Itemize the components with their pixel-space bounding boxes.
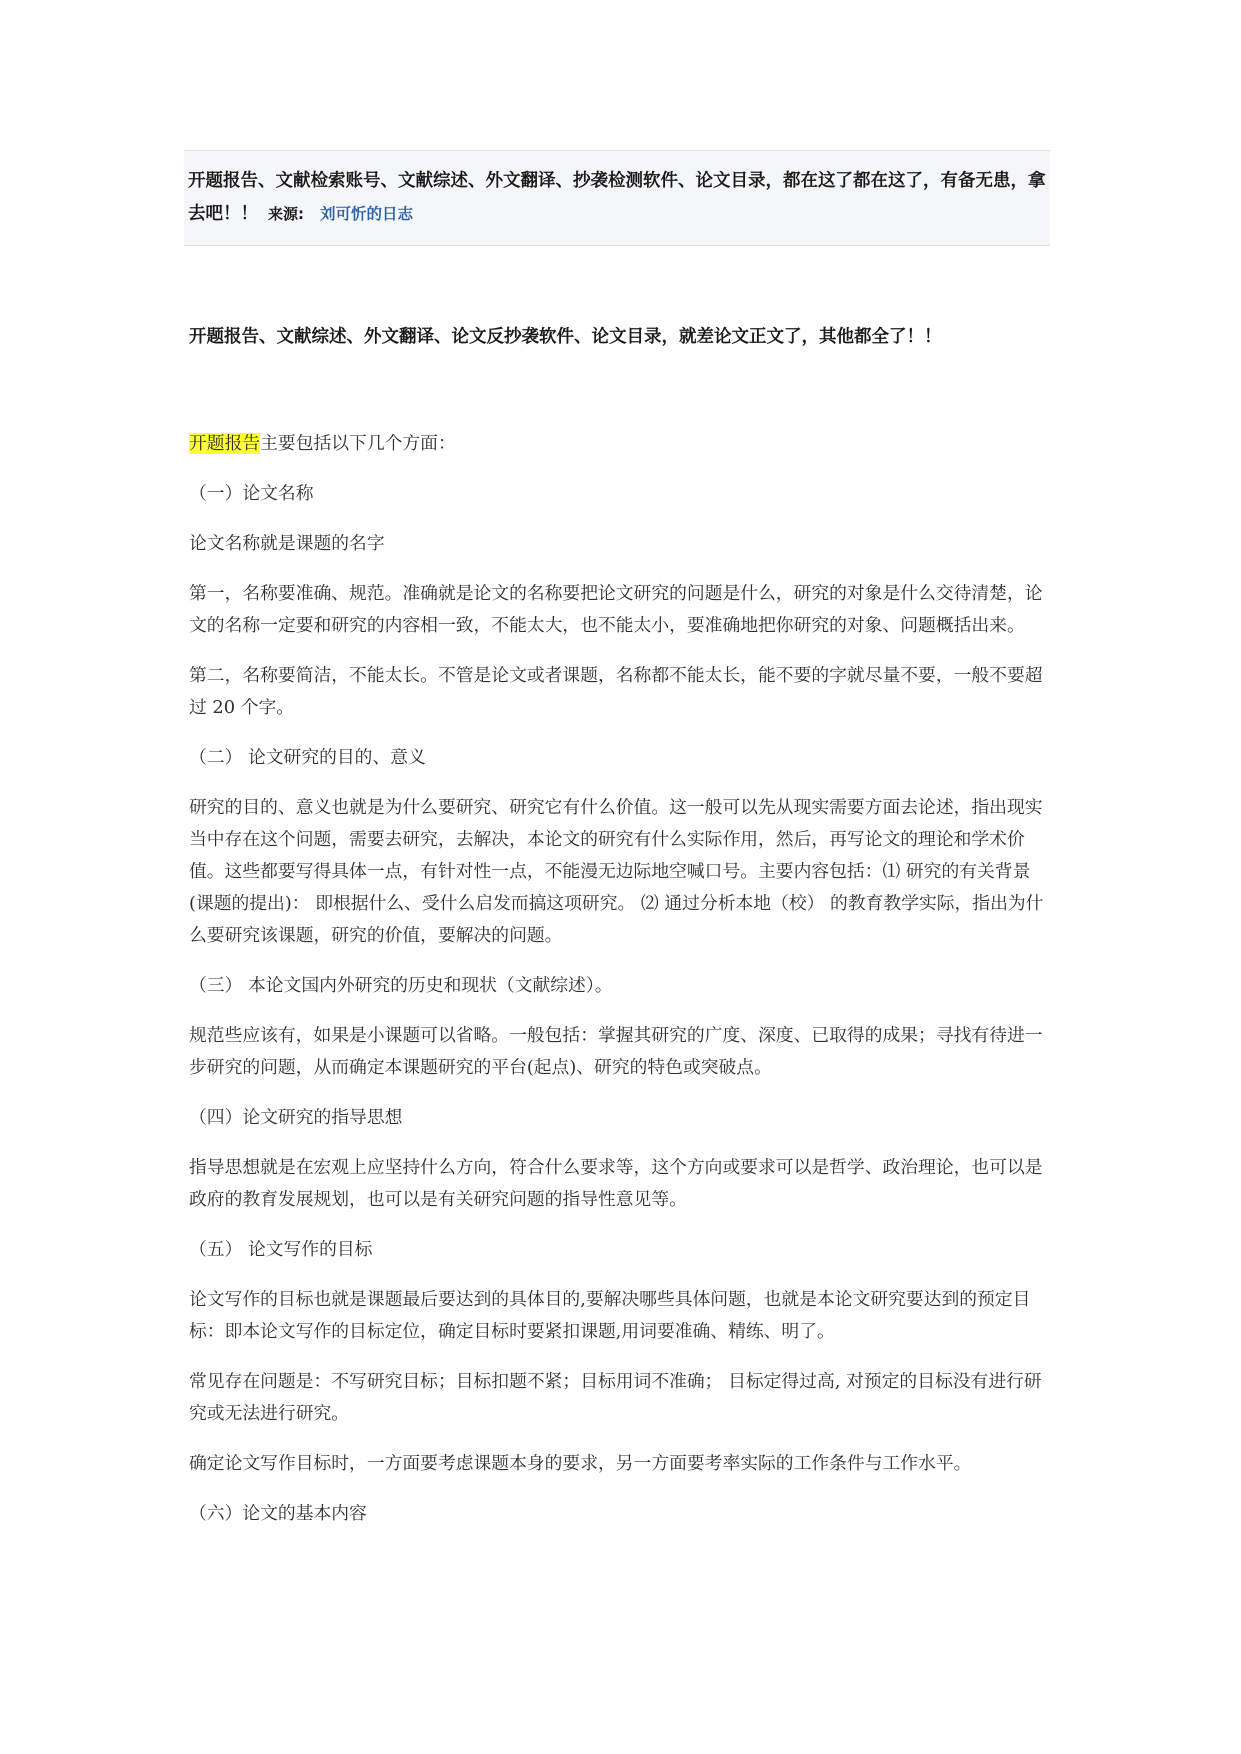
- blog-post-header: [184, 150, 1050, 246]
- section-heading: （五） 论文写作的目标: [189, 1239, 373, 1260]
- paragraph: 研究的目的、意义也就是为什么要研究、研究它有什么价值。这一般可以先从现实需要方面去论述，指出现实当中存在这个问题，需要去研究，去解决，本论文的研究有什么实际作用，然后，再写论文的理论和学术价值。这些都要写得具体一点，有针对性一点，不能漫无边际地空喊口号。主要内容包括：⑴ 研究的有关背景(课题的提出)： 即根据什么、受什么启发而搞这项研究。 ⑵ 通过分析本地（校） 的教育教学实际，指出为什么要研究该课题，研究的价值，要解决的问题。: [189, 797, 1044, 946]
- source-link[interactable]: 刘可忻的日志: [320, 205, 414, 223]
- highlighted-term: 开题报告: [189, 433, 261, 454]
- section-heading: （三） 本论文国内外研究的历史和现状（文献综述）。: [189, 975, 613, 996]
- intro-paragraph: [189, 428, 1051, 460]
- paragraph: 确定论文写作目标时，一方面要考虑课题本身的要求，另一方面要考率实际的工作条件与工作水平。: [189, 1453, 972, 1474]
- paragraph: 规范些应该有，如果是小课题可以省略。一般包括：掌握其研究的广度、深度、已取得的成果；寻找有待进一步研究的问题，从而确定本课题研究的平台(起点)、研究的特色或突破点。: [189, 1025, 1043, 1078]
- section-heading: （六）论文的基本内容: [189, 1503, 367, 1524]
- section-heading: （二） 论文研究的目的、意义: [189, 747, 426, 768]
- section-heading: （四）论文研究的指导思想: [189, 1107, 403, 1128]
- source-label: 来源:: [268, 205, 304, 223]
- paragraph: 指导思想就是在宏观上应坚持什么方向，符合什么要求等，这个方向或要求可以是哲学、政治理论，也可以是政府的教育发展规划，也可以是有关研究问题的指导性意见等。: [189, 1157, 1043, 1210]
- intro-text: 主要包括以下几个方面：: [260, 433, 456, 454]
- paragraph: 第一，名称要准确、规范。准确就是论文的名称要把论文研究的问题是什么，研究的对象是什么交待清楚，论文的名称一定要和研究的内容相一致，不能太大，也不能太小，要准确地把你研究的对象、问题概括出来。: [189, 583, 1043, 636]
- paragraph: 常见存在问题是：不写研究目标；目标扣题不紧；目标用词不准确； 目标定得过高, 对预定的目标没有进行研究或无法进行研究。: [189, 1371, 1042, 1424]
- post-subtitle: 开题报告、文献综述、外文翻译、论文反抄袭软件、论文目录，就差论文正文了，其他都全了！！: [189, 327, 942, 347]
- paragraph: 论文名称就是课题的名字: [189, 533, 385, 554]
- section-heading: （一）论文名称: [189, 483, 314, 504]
- article-body: [189, 428, 1051, 1548]
- post-title: 开题报告、文献检索账号、文献综述、外文翻译、抄袭检测软件、论文目录，都在这了都在这了，有备无患，拿去吧！！: [188, 171, 1046, 224]
- paragraph: 论文写作的目标也就是课题最后要达到的具体目的,要解决哪些具体问题，也就是本论文研究要达到的预定目标：即本论文写作的目标定位，确定目标时要紧扣课题,用词要准确、精练、明了。: [189, 1289, 1031, 1342]
- paragraph: 第二，名称要简洁，不能太长。不管是论文或者课题，名称都不能太长，能不要的字就尽量不要，一般不要超过 20 个字。: [189, 665, 1043, 718]
